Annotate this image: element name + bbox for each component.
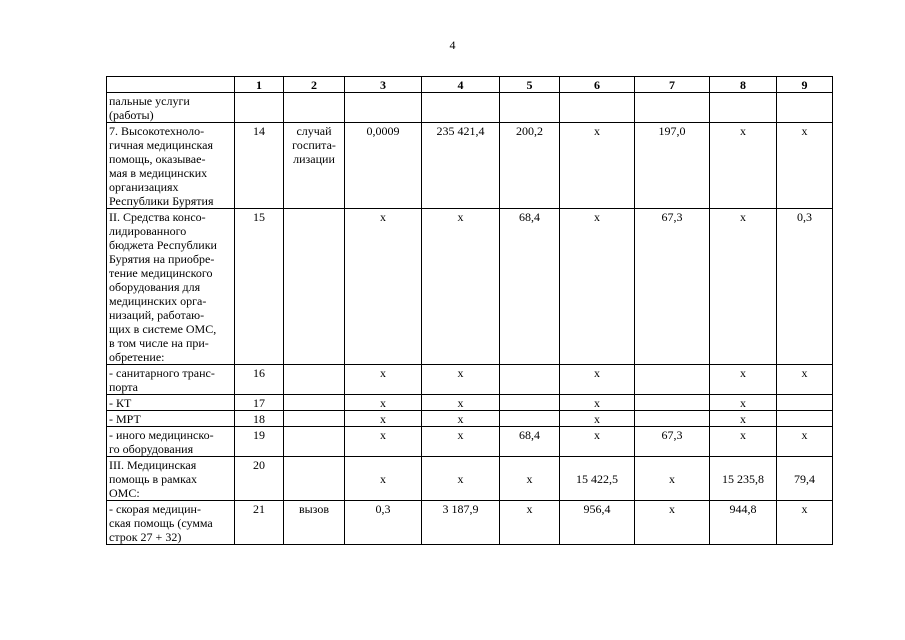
row-name-cell bbox=[107, 209, 235, 365]
value-cell: х bbox=[777, 123, 833, 209]
value-cell: х bbox=[777, 427, 833, 457]
row-name-line: (работы) bbox=[109, 108, 154, 122]
value-cell: 68,4 bbox=[500, 209, 560, 365]
column-header: 5 bbox=[500, 77, 560, 93]
row-name-line: низаций, работаю- bbox=[109, 308, 205, 322]
value-cell: х bbox=[710, 365, 777, 395]
value-cell: х bbox=[710, 427, 777, 457]
row-number-cell: 15 bbox=[235, 209, 284, 365]
row-name-line: го оборудования bbox=[109, 442, 194, 456]
value-cell: х bbox=[500, 457, 560, 501]
unit-cell bbox=[284, 365, 345, 395]
row-name-cell bbox=[107, 123, 235, 209]
value-cell: х bbox=[635, 501, 710, 545]
row-name-line: медицинских орга- bbox=[109, 294, 207, 308]
row-name-line: помощь в рамках bbox=[109, 472, 198, 486]
table-row bbox=[107, 365, 833, 395]
value-cell: 0,3 bbox=[345, 501, 422, 545]
row-name-cell bbox=[107, 427, 235, 457]
header-row bbox=[107, 77, 833, 93]
table-row bbox=[107, 209, 833, 365]
value-cell: 944,8 bbox=[710, 501, 777, 545]
value-cell bbox=[635, 411, 710, 427]
table-row bbox=[107, 457, 833, 501]
unit-cell bbox=[284, 411, 345, 427]
unit-cell bbox=[284, 457, 345, 501]
table-row bbox=[107, 123, 833, 209]
value-cell: х bbox=[560, 411, 635, 427]
value-cell bbox=[345, 93, 422, 123]
row-name-line: Республики Бурятия bbox=[109, 194, 214, 208]
value-cell: х bbox=[422, 209, 500, 365]
row-name-line: ская помощь (сумма bbox=[109, 516, 213, 530]
value-cell: 3 187,9 bbox=[422, 501, 500, 545]
unit-line: госпита- bbox=[292, 138, 336, 152]
value-cell bbox=[777, 93, 833, 123]
value-cell bbox=[635, 365, 710, 395]
value-cell: х bbox=[345, 427, 422, 457]
value-cell: х bbox=[635, 457, 710, 501]
row-name-line: бюджета Республики bbox=[109, 238, 217, 252]
column-header: 7 bbox=[635, 77, 710, 93]
row-name-line: помощь, оказывае- bbox=[109, 152, 206, 166]
value-cell: х bbox=[422, 411, 500, 427]
value-cell bbox=[560, 93, 635, 123]
row-name-line: 7. Высокотехноло- bbox=[109, 124, 205, 138]
unit-line: случай bbox=[296, 124, 332, 138]
row-name-line: - МРТ bbox=[109, 412, 141, 426]
unit-cell bbox=[284, 93, 345, 123]
value-cell: х bbox=[560, 123, 635, 209]
value-cell: х bbox=[560, 209, 635, 365]
row-name-line: порта bbox=[109, 380, 138, 394]
row-name-line: - иного медицинско- bbox=[109, 428, 214, 442]
table-row bbox=[107, 93, 833, 123]
value-cell bbox=[635, 395, 710, 411]
value-cell: 15 422,5 bbox=[560, 457, 635, 501]
value-cell: х bbox=[345, 365, 422, 395]
value-cell bbox=[500, 411, 560, 427]
data-table bbox=[106, 76, 833, 545]
value-cell bbox=[500, 365, 560, 395]
table-row bbox=[107, 427, 833, 457]
row-name-line: щих в системе ОМС, bbox=[109, 322, 217, 336]
value-cell: х bbox=[422, 395, 500, 411]
value-cell: х bbox=[777, 365, 833, 395]
column-header bbox=[107, 77, 235, 93]
row-name-line: - санитарного транс- bbox=[109, 366, 215, 380]
column-header: 2 bbox=[284, 77, 345, 93]
value-cell: х bbox=[710, 123, 777, 209]
column-header: 6 bbox=[560, 77, 635, 93]
column-header: 4 bbox=[422, 77, 500, 93]
value-cell: х bbox=[710, 209, 777, 365]
value-cell: х bbox=[345, 457, 422, 501]
row-number-cell: 21 bbox=[235, 501, 284, 545]
unit-cell bbox=[284, 123, 345, 209]
row-number-cell: 20 bbox=[235, 457, 284, 501]
value-cell: 67,3 bbox=[635, 427, 710, 457]
value-cell bbox=[500, 93, 560, 123]
table-body bbox=[107, 93, 833, 545]
table-row bbox=[107, 411, 833, 427]
value-cell bbox=[422, 93, 500, 123]
row-name-cell bbox=[107, 395, 235, 411]
row-name-line: - скорая медицин- bbox=[109, 502, 201, 516]
value-cell: 0,3 bbox=[777, 209, 833, 365]
column-header: 1 bbox=[235, 77, 284, 93]
value-cell: х bbox=[345, 209, 422, 365]
unit-line: лизации bbox=[293, 152, 335, 166]
column-header: 8 bbox=[710, 77, 777, 93]
value-cell: х bbox=[560, 427, 635, 457]
value-cell: 0,0009 bbox=[345, 123, 422, 209]
value-cell: х bbox=[777, 501, 833, 545]
value-cell: х bbox=[422, 457, 500, 501]
row-number-cell: 18 bbox=[235, 411, 284, 427]
value-cell: х bbox=[710, 411, 777, 427]
row-name-line: в том числе на при- bbox=[109, 336, 209, 350]
value-cell bbox=[777, 411, 833, 427]
row-name-line: мая в медицинских bbox=[109, 166, 208, 180]
row-name-line: организациях bbox=[109, 180, 179, 194]
value-cell: х bbox=[710, 395, 777, 411]
value-cell: х bbox=[422, 427, 500, 457]
unit-cell bbox=[284, 395, 345, 411]
row-name-line: лидированного bbox=[109, 224, 187, 238]
value-cell: х bbox=[345, 395, 422, 411]
row-name-cell bbox=[107, 365, 235, 395]
value-cell bbox=[777, 395, 833, 411]
row-name-line: III. Медицинская bbox=[109, 458, 197, 472]
value-cell: х bbox=[500, 501, 560, 545]
unit-cell bbox=[284, 501, 345, 545]
row-name-line: тение медицинского bbox=[109, 266, 213, 280]
column-header: 3 bbox=[345, 77, 422, 93]
row-name-line: - КТ bbox=[109, 396, 132, 410]
table-row bbox=[107, 395, 833, 411]
unit-cell bbox=[284, 209, 345, 365]
value-cell bbox=[635, 93, 710, 123]
row-name-cell bbox=[107, 93, 235, 123]
unit-cell bbox=[284, 427, 345, 457]
value-cell: 235 421,4 bbox=[422, 123, 500, 209]
row-name-line: ОМС: bbox=[109, 486, 140, 500]
value-cell: 68,4 bbox=[500, 427, 560, 457]
row-name-line: обретение: bbox=[109, 350, 165, 364]
row-name-line: гичная медицинская bbox=[109, 138, 214, 152]
row-number-cell: 14 bbox=[235, 123, 284, 209]
row-number-cell bbox=[235, 93, 284, 123]
row-name-cell bbox=[107, 501, 235, 545]
column-header: 9 bbox=[777, 77, 833, 93]
row-name-line: Бурятия на приобре- bbox=[109, 252, 215, 266]
row-name-line: строк 27 + 32) bbox=[109, 530, 182, 544]
unit-line: вызов bbox=[298, 502, 330, 516]
row-name-line: II. Средства консо- bbox=[109, 210, 206, 224]
value-cell: х bbox=[422, 365, 500, 395]
value-cell bbox=[710, 93, 777, 123]
row-name-cell bbox=[107, 457, 235, 501]
value-cell: х bbox=[560, 395, 635, 411]
value-cell bbox=[500, 395, 560, 411]
page-number: 4 bbox=[449, 38, 456, 52]
value-cell: 956,4 bbox=[560, 501, 635, 545]
value-cell: х bbox=[560, 365, 635, 395]
value-cell: 79,4 bbox=[777, 457, 833, 501]
value-cell: 197,0 bbox=[635, 123, 710, 209]
row-number-cell: 17 bbox=[235, 395, 284, 411]
table-row bbox=[107, 501, 833, 545]
row-name-line: оборудования для bbox=[109, 280, 201, 294]
row-name-cell bbox=[107, 411, 235, 427]
value-cell: х bbox=[345, 411, 422, 427]
row-number-cell: 19 bbox=[235, 427, 284, 457]
row-number-cell: 16 bbox=[235, 365, 284, 395]
value-cell: 67,3 bbox=[635, 209, 710, 365]
value-cell: 200,2 bbox=[500, 123, 560, 209]
value-cell: 15 235,8 bbox=[710, 457, 777, 501]
row-name-line: пальные услуги bbox=[109, 94, 190, 108]
